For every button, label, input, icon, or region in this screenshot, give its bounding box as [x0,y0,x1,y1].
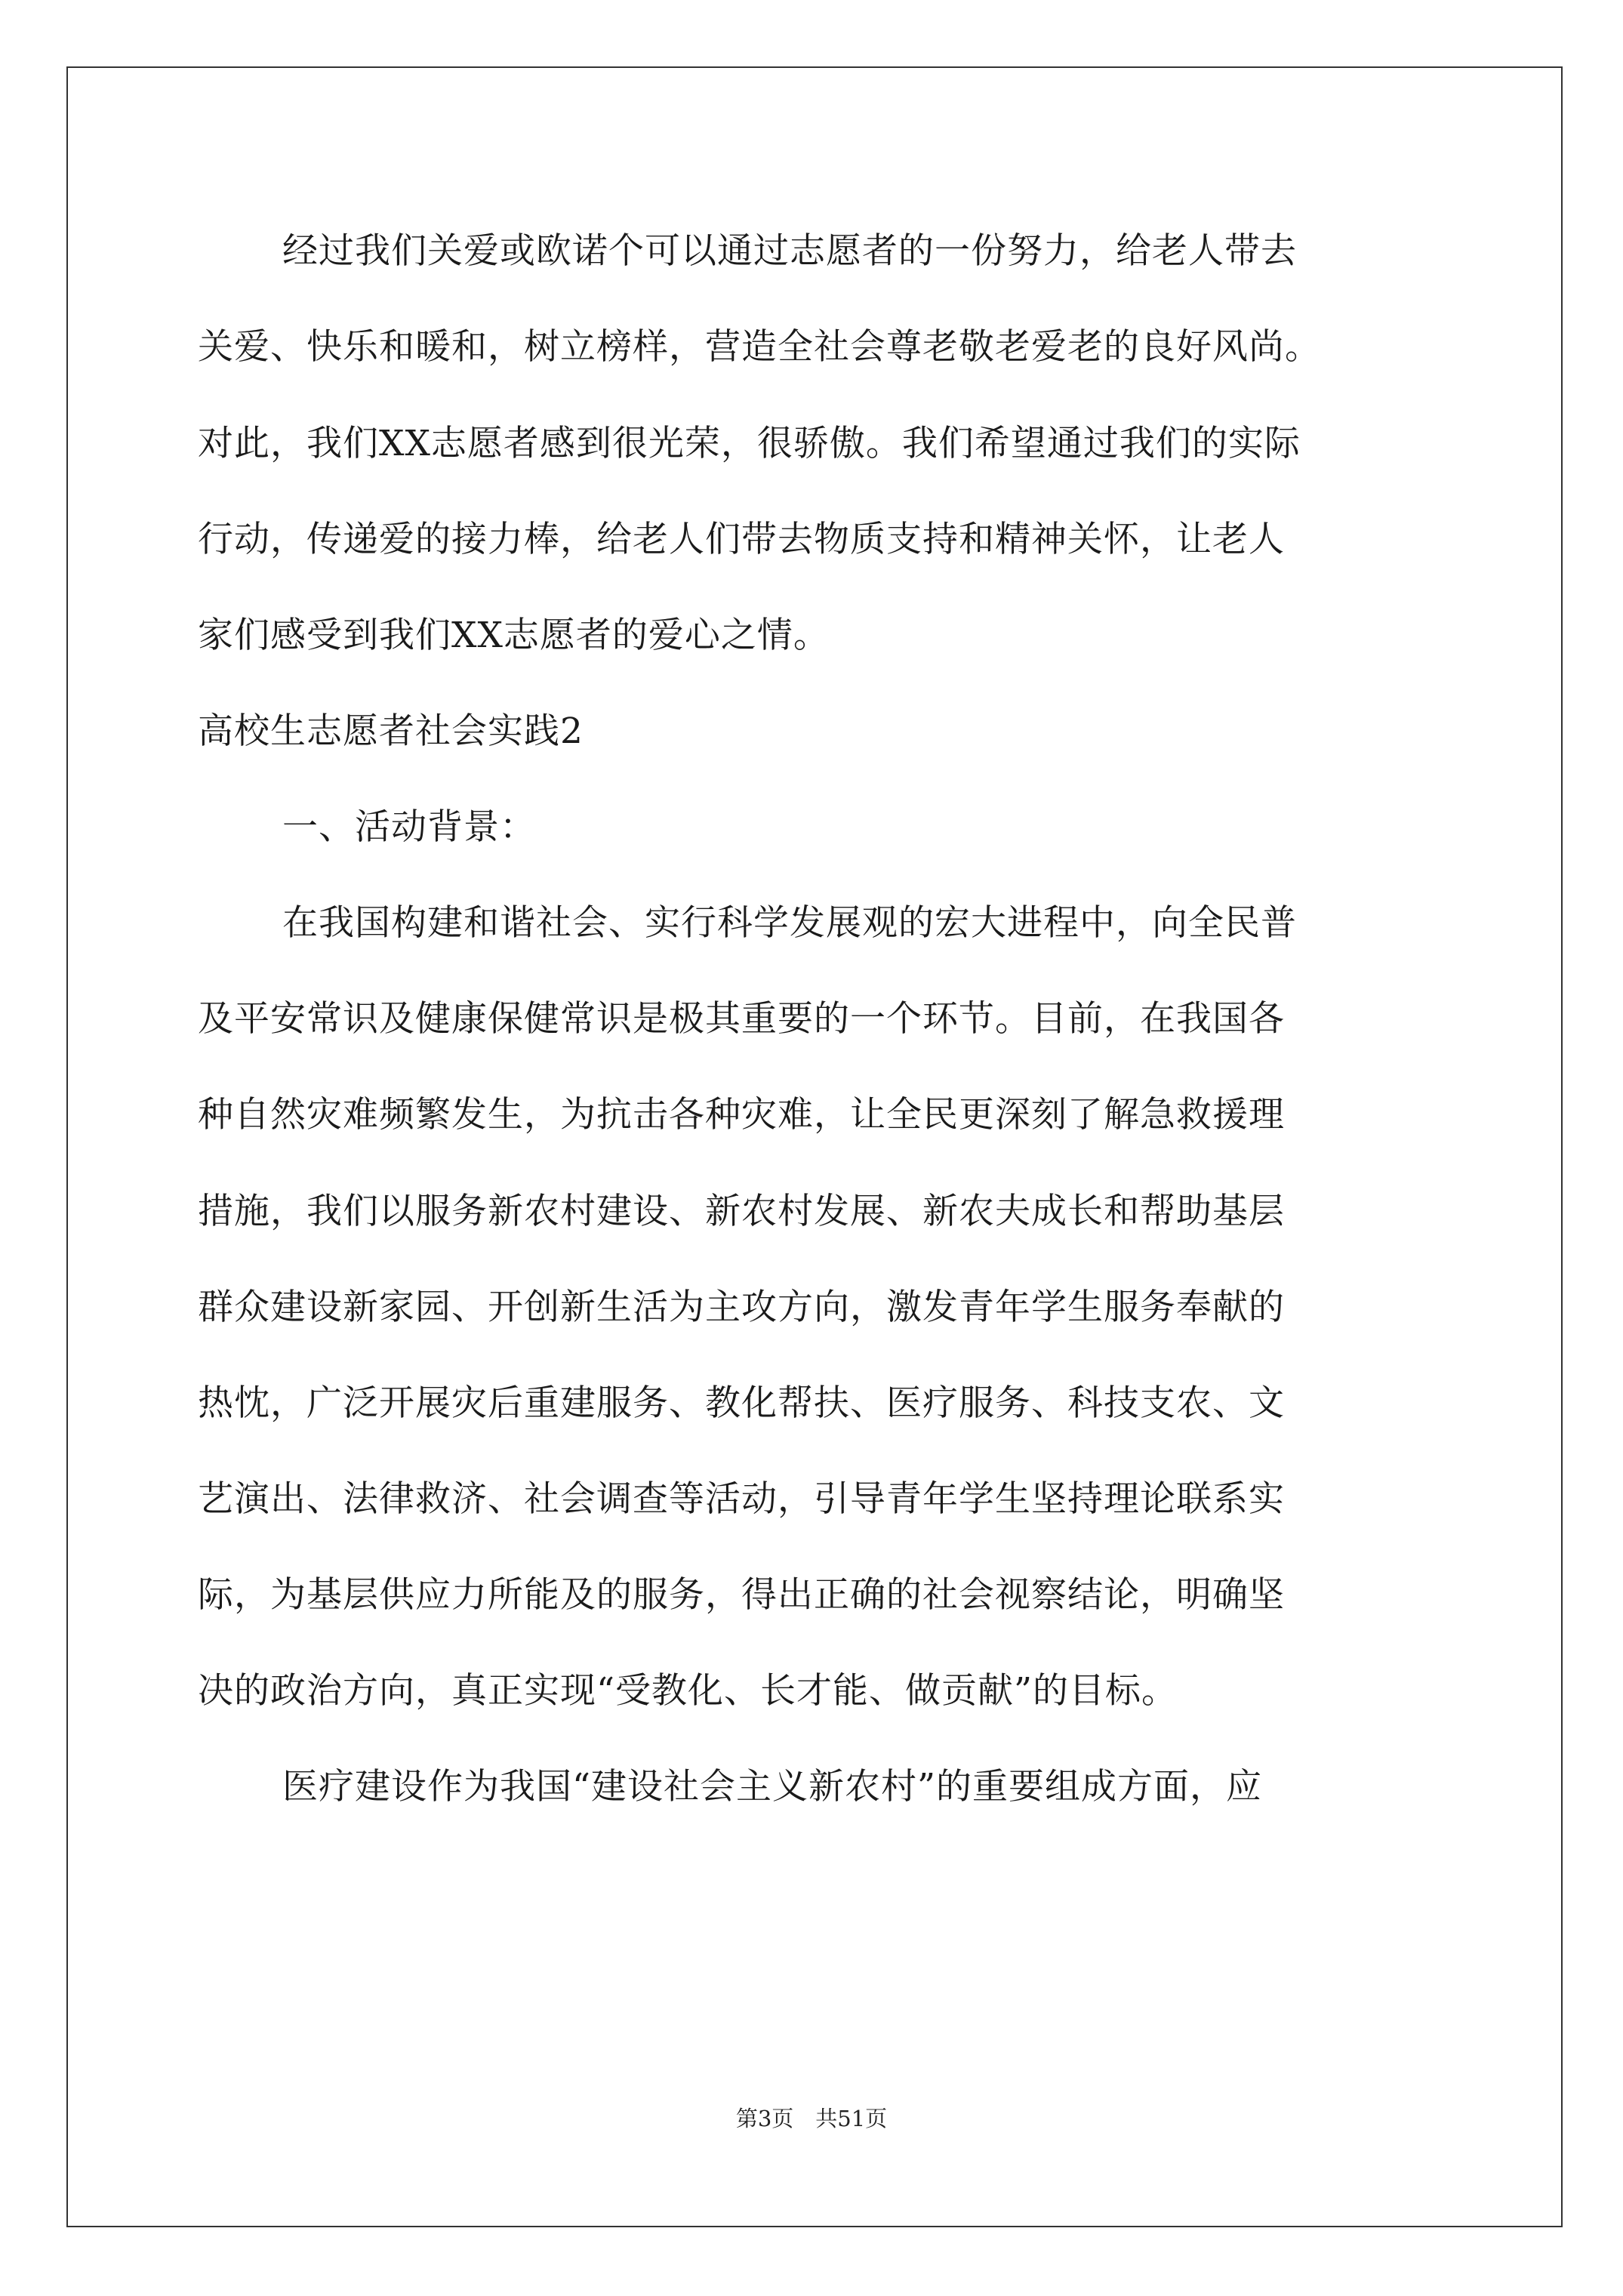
paragraph-line: 艺演出、法律救济、社会调查等活动，引导青年学生坚持理论联系实 [198,1478,1285,1520]
paragraph-line: 医疗建设作为我国“建设社会主义新农村”的重要组成方面，应 [282,1766,1263,1808]
paragraph-line: 际，为基层供应力所能及的服务，得出正确的社会视察结论，明确坚 [198,1574,1285,1616]
paragraph-line: 群众建设新家园、开创新生活为主攻方向，激发青年学生服务奉献的 [198,1287,1285,1328]
section-heading: 高校生志愿者社会实践2 [198,710,584,752]
subsection-heading: 一、活动背景： [282,806,536,848]
paragraph-line: 热忱，广泛开展灾后重建服务、教化帮扶、医疗服务、科技支农、文 [198,1382,1285,1424]
page-border [66,66,1563,2227]
paragraph-line: 行动，传递爱的接力棒，给老人们带去物质支持和精神关怀，让老人 [198,519,1285,560]
paragraph-line: 决的政治方向，真正实现“受教化、长才能、做贡献”的目标。 [198,1670,1178,1712]
paragraph-line: 家们感受到我们XX志愿者的爱心之情。 [198,615,830,656]
paragraph-line: 经过我们关爱或欧诺个可以通过志愿者的一份努力，给老人带去 [282,230,1297,272]
page-footer: 第3页 共51页 [735,2106,888,2131]
paragraph-line: 种自然灾难频繁发生，为抗击各种灾难，让全民更深刻了解急救援理 [198,1094,1285,1136]
paragraph-line: 及平安常识及健康保健常识是极其重要的一个环节。目前，在我国各 [198,998,1285,1040]
paragraph-line: 在我国构建和谐社会、实行科学发展观的宏大进程中，向全民普 [282,902,1297,944]
paragraph-line: 措施，我们以服务新农村建设、新农村发展、新农夫成长和帮助基层 [198,1191,1285,1232]
paragraph-line: 关爱、快乐和暖和，树立榜样，营造全社会尊老敬老爱老的良好风尚。 [198,326,1321,368]
paragraph-line: 对此，我们XX志愿者感到很光荣，很骄傲。我们希望通过我们的实际 [198,423,1301,464]
